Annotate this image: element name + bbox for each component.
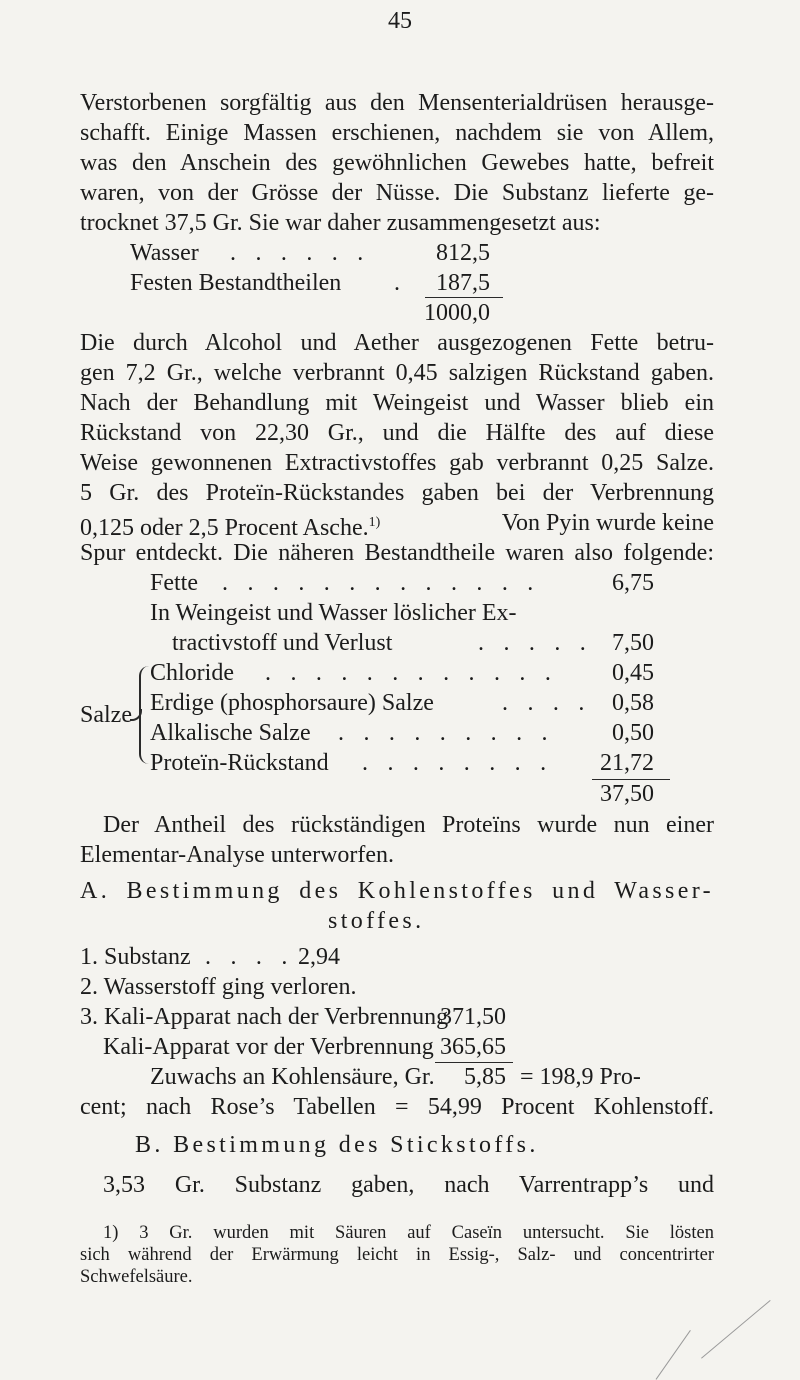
text-fragment: Zuwachs an Kohlensäure, Gr. (150, 1064, 435, 1090)
table2-row-value: 7,50 (612, 630, 654, 656)
table2-row-label: Fette (150, 570, 198, 596)
table2-row-value: 0,58 (612, 690, 654, 716)
text-line: cent; nach Rose’s Tabellen = 54,99 Procent Kohlenstoff. (80, 1094, 714, 1120)
page-number: 45 (388, 8, 412, 34)
list-value: 5,85 (464, 1064, 506, 1090)
section-heading: stoffes. (328, 908, 425, 934)
table2-row-value: 6,75 (612, 570, 654, 596)
text-fragment: 0,125 oder 2,5 Procent Asche. (80, 515, 369, 541)
footnote-line: 1) 3 Gr. wurden mit Säuren auf Caseïn untersucht. Sie lösten (103, 1223, 714, 1243)
text-line: Elementar-Analyse unterworfen. (80, 842, 395, 868)
table2-row-label: Erdige (phosphorsaure) Salze (150, 690, 434, 716)
table2-total: 37,50 (600, 781, 654, 807)
text-line: waren, von der Grösse der Nüsse. Die Substanz lieferte ge- (80, 180, 714, 206)
footnote-line: Schwefelsäure. (80, 1267, 193, 1287)
table2-row-value: 0,45 (612, 660, 654, 686)
table2-row-dots: . . . . . . . . (362, 750, 553, 776)
table2-row-label: Proteïn-Rückstand (150, 750, 329, 776)
footnote-marker: 1) (368, 515, 381, 530)
table2-row-dots: . . . . . (478, 630, 593, 656)
text-line: Verstorbenen sorgfältig aus den Mensenterialdrüsen herausge- (80, 90, 714, 116)
table1-row-value: 187,5 (436, 270, 490, 296)
text-line: trocknet 37,5 Gr. Sie war daher zusammengesetzt aus: (80, 210, 601, 236)
table2-row-value: 0,50 (612, 720, 654, 746)
text-fragment: Von Pyin wurde keine (501, 510, 714, 536)
footnote-line: sich während der Erwärmung leicht in Essig-, Salz- und concentrirter (80, 1245, 714, 1265)
section-heading: A. Bestimmung des Kohlenstoffes und Wasser- (80, 878, 714, 904)
table2-row-value: 21,72 (600, 750, 654, 776)
text-line: Rückstand von 22,30 Gr., und die Hälfte des auf diese (80, 420, 714, 446)
table1-row-dots: . (394, 270, 400, 296)
list-value: 2,94 (298, 944, 340, 970)
table2-row-dots: . . . . . . . . . (338, 720, 555, 746)
list-item: 3. Kali-Apparat nach der Verbrennung (80, 1004, 449, 1030)
text-line: schafft. Einige Massen erschienen, nachdem sie von Allem, (80, 120, 714, 146)
text-line: gen 7,2 Gr., welche verbrannt 0,45 salzigen Rückstand gaben. (80, 360, 714, 386)
table2-row-dots: . . . . (502, 690, 592, 716)
salze-group-label: Salze (80, 702, 132, 728)
list-item: 2. Wasserstoff ging verloren. (80, 974, 357, 1000)
list-item: 1. Substanz (80, 944, 191, 970)
text-fragment: = 198,9 Pro- (520, 1064, 641, 1090)
table2-row-label: tractivstoff und Verlust (172, 630, 393, 656)
text-line: 3,53 Gr. Substanz gaben, nach Varrentrapp’s und (103, 1172, 714, 1198)
text-line: 5 Gr. des Proteïn-Rückstandes gaben bei der Verbrennung (80, 480, 714, 506)
table2-row-dots: . . . . . . . . . . . . (265, 660, 558, 686)
text-line: Nach der Behandlung mit Weingeist und Wasser blieb ein (80, 390, 714, 416)
text-line: Die durch Alcohol und Aether ausgezogenen Fette betru- (80, 330, 714, 356)
section-heading: B. Bestimmung des Stickstoffs. (135, 1132, 539, 1158)
text-line: Spur entdeckt. Die näheren Bestandtheile waren also folgende: (80, 540, 714, 566)
table2-row-label: In Weingeist und Wasser löslicher Ex- (150, 600, 517, 626)
table2-row-dots: . . . . . . . . . . . . . (222, 570, 540, 596)
scan-mark (656, 1330, 691, 1380)
table2-row-label: Chloride (150, 660, 234, 686)
scan-mark (701, 1300, 771, 1359)
text-line: Der Antheil des rückständigen Proteïns wurde nun einer (103, 812, 714, 838)
list-dots: . . . . (205, 944, 295, 970)
list-item: Kali-Apparat vor der Verbrennung (103, 1034, 434, 1060)
list-value: 365,65 (440, 1034, 506, 1060)
text-line: was den Anschein des gewöhnlichen Gewebes hatte, befreit (80, 150, 714, 176)
table1-total: 1000,0 (424, 300, 490, 326)
table1-row-label: Festen Bestandtheilen (130, 270, 342, 296)
table1-row-dots: . . . . . . (230, 240, 370, 266)
table1-row-label: Wasser (130, 240, 199, 266)
table2-row-label: Alkalische Salze (150, 720, 311, 746)
list-value: 371,50 (440, 1004, 506, 1030)
text-line: Weise gewonnenen Extractivstoffes gab verbrannt 0,25 Salze. (80, 450, 714, 476)
table1-row-value: 812,5 (436, 240, 490, 266)
